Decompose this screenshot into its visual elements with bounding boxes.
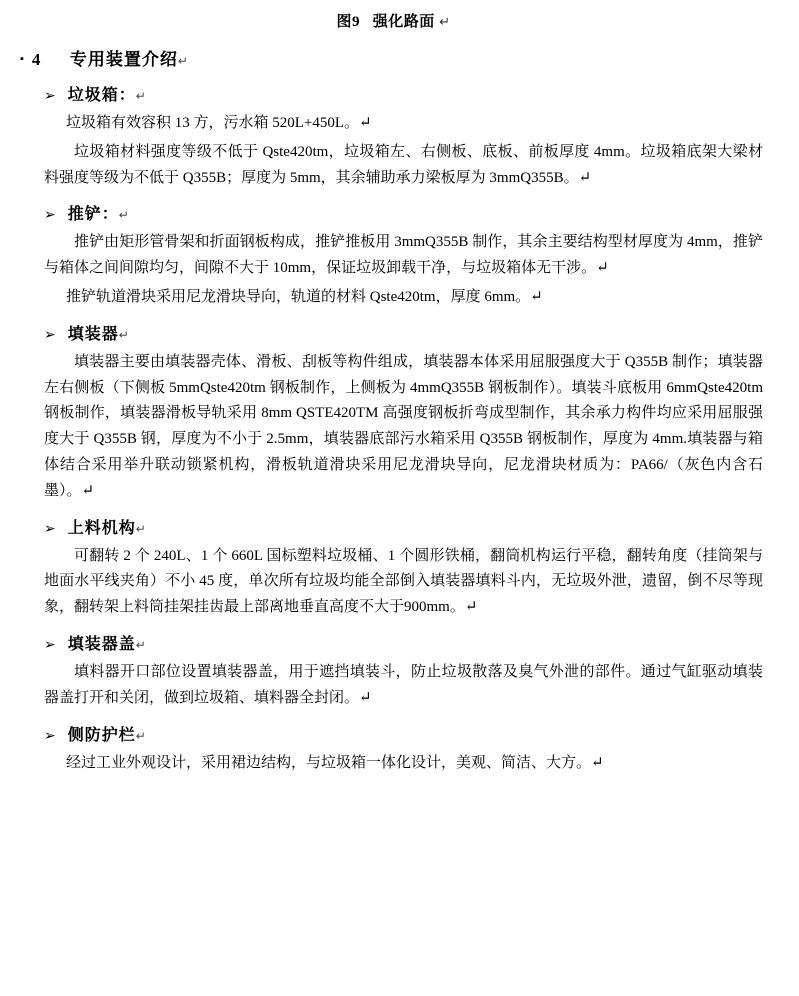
arrow-bullet-icon: ➢ [44,728,56,744]
subheading-title: 填装器 [67,325,119,343]
paragraph-mark: ↵ [118,208,129,223]
subheading-side-guard-rail [18,722,769,745]
subheading-loader-cover [18,631,769,654]
paragraph-mark: ↵ [177,54,188,68]
figure-caption-label: 图9 [336,14,361,30]
paragraph: 可翻转 2 个 240L、1 个 660L 国标塑料垃圾桶、1 个圆形铁桶，翻筒机构运行平稳，翻转角度（挂筒架与地面水平线夹角）不小 45 度，单次所有垃圾均能全部倒入填装器填料斗内，无垃圾外泄，遗留，倒不尽等现象，翻转架上料筒挂架挂齿最上部离地垂直高度不大于900mm。↵ [44,547,763,616]
subheading-trash-bin [18,82,769,105]
paragraph-mark: ↵ [439,14,451,29]
paragraph: 填料器开口部位设置填装器盖，用于遮挡填装斗，防止垃圾散落及臭气外泄的部件。通过气缸驱动填装器盖打开和关闭，做到垃圾箱、填料器全封闭。↵ [44,663,763,706]
paragraph-mark: ↵ [135,89,146,103]
paragraph: 填装器主要由填装器壳体、滑板、刮板等构件组成，填装器本体采用屈服强度大于 Q355B 制作；填装器左右侧板（下侧板 5mmQste420tm 钢板制作，上侧板为 4mmQ355B 钢板制作）。填装斗底板用 6mmQste420tm 钢板制作，填装器滑板导轨采用 8mm QSTE420TM 高强度钢板折弯成型制作，其余承力构件均应采用屈服强度大于 Q355B 钢，厚度为不小于 2.5mm，填装器底部污水箱采用 Q355B 钢板制作，厚度为 4mm.填装器与箱体结合采用举升联动锁紧机构，滑板轨道滑块采用尼龙滑块导向，尼龙滑块材质为：PA66/（灰色内含石墨）。↵ [44,353,763,499]
arrow-bullet-icon: ➢ [44,637,56,653]
paragraph-mark: ↵ [135,521,146,536]
paragraph: 垃圾箱材料强度等级不低于 Qste420tm，垃圾箱左、右侧板、底板、前板厚度 4mm。垃圾箱底架大梁材料强度等级为不低于 Q355B；厚度为 5mm，其余辅助承力梁板厚为 3mmQ355B。↵ [44,143,763,186]
subheading-title: 填装器盖 [67,635,136,653]
heading-title: 专用装置介绍 [69,50,178,69]
paragraph-mark: ↵ [118,327,129,342]
figure-caption-title: 强化路面 [372,14,435,30]
paragraph: 推铲由矩形管骨架和折面钢板构成，推铲推板用 3mmQ355B 制作，其余主要结构型材厚度为 4mm，推铲与箱体之间间隙均匀，间隙不大于 10mm，保证垃圾卸载干净，与垃圾箱体无干涉。↵ [44,234,763,277]
heading-number: 4 [31,50,41,69]
subheading-title: 侧防护栏 [67,726,136,744]
heading-section-4 [18,45,769,70]
figure-caption-spacer [364,14,368,30]
paragraph: 经过工业外观设计，采用裙边结构，与垃圾箱一体化设计，美观、简洁、大方。↵ [66,754,604,771]
arrow-bullet-icon: ➢ [44,327,56,343]
arrow-bullet-icon: ➢ [44,89,56,104]
arrow-bullet-icon: ➢ [44,208,56,224]
subheading-loader [18,321,769,344]
subheading-feeding-mechanism [18,515,769,538]
paragraph: 推铲轨道滑块采用尼龙滑块导向，轨道的材料 Qste420tm，厚度 6mm。↵ [66,288,543,305]
paragraph-mark: ↵ [135,728,146,743]
paragraph-mark: ↵ [135,637,146,652]
subheading-title: 上料机构 [67,519,136,537]
figure-caption [18,10,769,31]
subheading-title: 垃圾箱： [67,87,136,104]
paragraph: 垃圾箱有效容积 13 方，污水箱 520L+450L。↵ [66,115,372,131]
square-bullet-icon: ▪ [20,53,24,65]
subheading-title: 推铲： [67,206,119,224]
arrow-bullet-icon: ➢ [44,521,56,537]
subheading-pusher-blade [18,201,769,224]
